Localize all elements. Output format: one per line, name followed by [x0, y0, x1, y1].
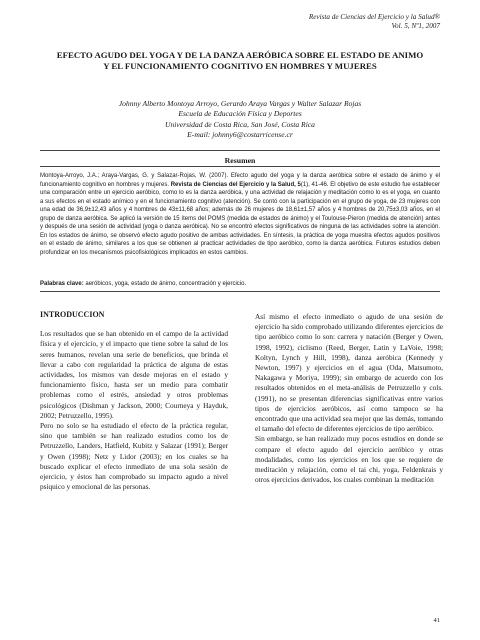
intro-paragraph-4: Sin embargo, se han realizado muy pocos estudios en donde se compare el efecto agudo del ejercicio aeróbico y otras modalidades, como los ejercicios en los que se requiere de meditación y relajación, como el tai chi, yoga, Feldenkrais y otros ejercicios derivados, los cuales combinan la meditación: [255, 434, 443, 485]
author-university: Universidad de Costa Rica, San José, Costa Rica: [165, 119, 315, 129]
abstract-citation-journal: Revista de Ciencias del Ejercicio y la Salud, 5: [170, 181, 301, 188]
abstract-citation-pages: (1), 41-46.: [300, 181, 329, 188]
journal-name: Revista de Ciencias del Ejercicio y la Salud®: [308, 13, 440, 21]
intro-heading: INTRODUCCION: [40, 310, 105, 319]
abstract-body: El objetivo de este estudio fue establecer una comparación entre un ejercicio aeróbico, como lo es la danza aeróbica, y una actividad de relajación y meditación como lo es el yoga, en cuanto a sus efectos en el estado anímico y en el funcionamiento cognitivo (atención). Se contó con la participación en el grupo de yoga, de 23 mujeres con una edad de 36,9±12,43 años y 4 hombres de 43±11,68 años; además de 26 mujeres de 18,61±1,57 años y 4 hombres de 20,75±3,03 años, en el grupo de danza aeróbica. Se aplicó la versión de 15 ítems del POMS (medida de estados de ánimo) y el Toulouse-Pieron (medida de atención) antes y después de una sesión de actividad (yoga o danza aeróbica). No se encontró efectos significativos de ninguna de las actividades sobre la atención. En los estados de ánimo, se observó efecto agudo positivo de ambas actividades. En síntesis, la práctica de yoga muestra efectos agudos positivos en el estado de ánimo, similares a los que se obtienen al practicar actividades de tipo aeróbico, como la danza aeróbica. Futuros estudios deben profundizar en los mecanismos psicofisiológicos implicados en estos cambios.: [40, 181, 440, 256]
keywords-text: aeróbicos, yoga, estado de ánimo, concentración y ejercicio.: [83, 281, 247, 287]
abstract-citation: Montoya-Arroyo, J.A.; Araya-Vargas, G. y Salazar-Rojas, W. (2007). Efecto agudo del yoga y la danza aeróbica sobre el estado de ánimo y el funcionamiento cognitivo en hombres y mujeres.: [40, 173, 440, 188]
intro-paragraph-3: Así mismo el efecto inmediato o agudo de una sesión de ejercicio ha sido comprobado utilizando diferentes ejercicios de tipo aeróbico como lo son: carrera y natación (Berger y Owen, 1998, 1992), ciclismo (Reed, Berger, Latin y LaVoie, 1998; Koltyn, Lynch y Hill, 1998), danza aeróbica (Kennedy y Newton, 1997) y ejercicios en el agua (Oda, Matsumoto, Nakagawa y Moriya, 1999); sin embargo de acuerdo con los resultados obtenidos en el meta-análisis de Petruzzello y cols. (1991), no se presentan diferencias significativas entre varios tipos de ejercicios aeróbicos, así como tampoco se ha encontrado que una actividad sea mejor que las demás, tomando el tamaño del efecto de diferentes ejercicios de tipo aeróbico.: [255, 312, 443, 434]
article-title: EFECTO AGUDO DEL YOGA Y DE LA DANZA AERÓBICA SOBRE EL ESTADO DE ANIMO Y EL FUNCIONAMIENTO COGNITIVO EN HOMBRES Y MUJERES: [56, 50, 424, 71]
abstract-text: [40, 172, 440, 257]
author-school: Escuela de Educación Física y Deportes: [178, 109, 302, 119]
author-email: E-mail: johnny6@costarricense.cr: [187, 130, 293, 140]
resumen-heading: Resumen: [224, 156, 256, 165]
keywords: [40, 281, 440, 287]
right-column: [255, 312, 443, 485]
intro-paragraph-2: Pero no solo se ha estudiado el efecto de la práctica regular, sino que también se han realizado estudios como los de Petruzzello, Landers, Hatfield, Kubitz y Salazar (1991); Berger y Owen (1998); Netz y Lidor (2003); en los cuales se ha buscado explicar el efecto inmediato de una sola sesión de ejercicio, y éstos han comprobado su impacto agudo a nivel psíquico y emocional de las personas.: [40, 421, 228, 492]
intro-paragraph-1: Los resultados que se han obtenido en el campo de la actividad física y el ejercicio, y el impacto que tiene sobre la salud de los seres humanos, revelan una serie de beneficios, que brinda el llevar a cabo con regularidad la práctica de alguna de estas actividades, los mismos van desde mejoras en el estado y funcionamiento físico, hasta ser un medio para combatir problemas como el estrés, ansiedad y otros problemas psicológicos (Dishman y Jackson, 2000; Courneya y Hayduk, 2002; Petruzzello, 1995).: [40, 329, 228, 420]
author-names: Johnny Alberto Montoya Arroyo, Gerardo Araya Vargas y Walter Salazar Rojas: [118, 99, 362, 108]
left-column: [40, 310, 228, 492]
journal-header: [309, 13, 440, 31]
divider-bottom: [40, 291, 440, 292]
journal-issue: Vol. 5, Nº1, 2007: [391, 22, 440, 30]
divider-under-resumen: [40, 166, 440, 167]
divider-top: [40, 150, 440, 151]
keywords-label: Palabras clave:: [40, 281, 84, 287]
page-number: 41: [433, 617, 440, 624]
author-block: [55, 99, 425, 141]
